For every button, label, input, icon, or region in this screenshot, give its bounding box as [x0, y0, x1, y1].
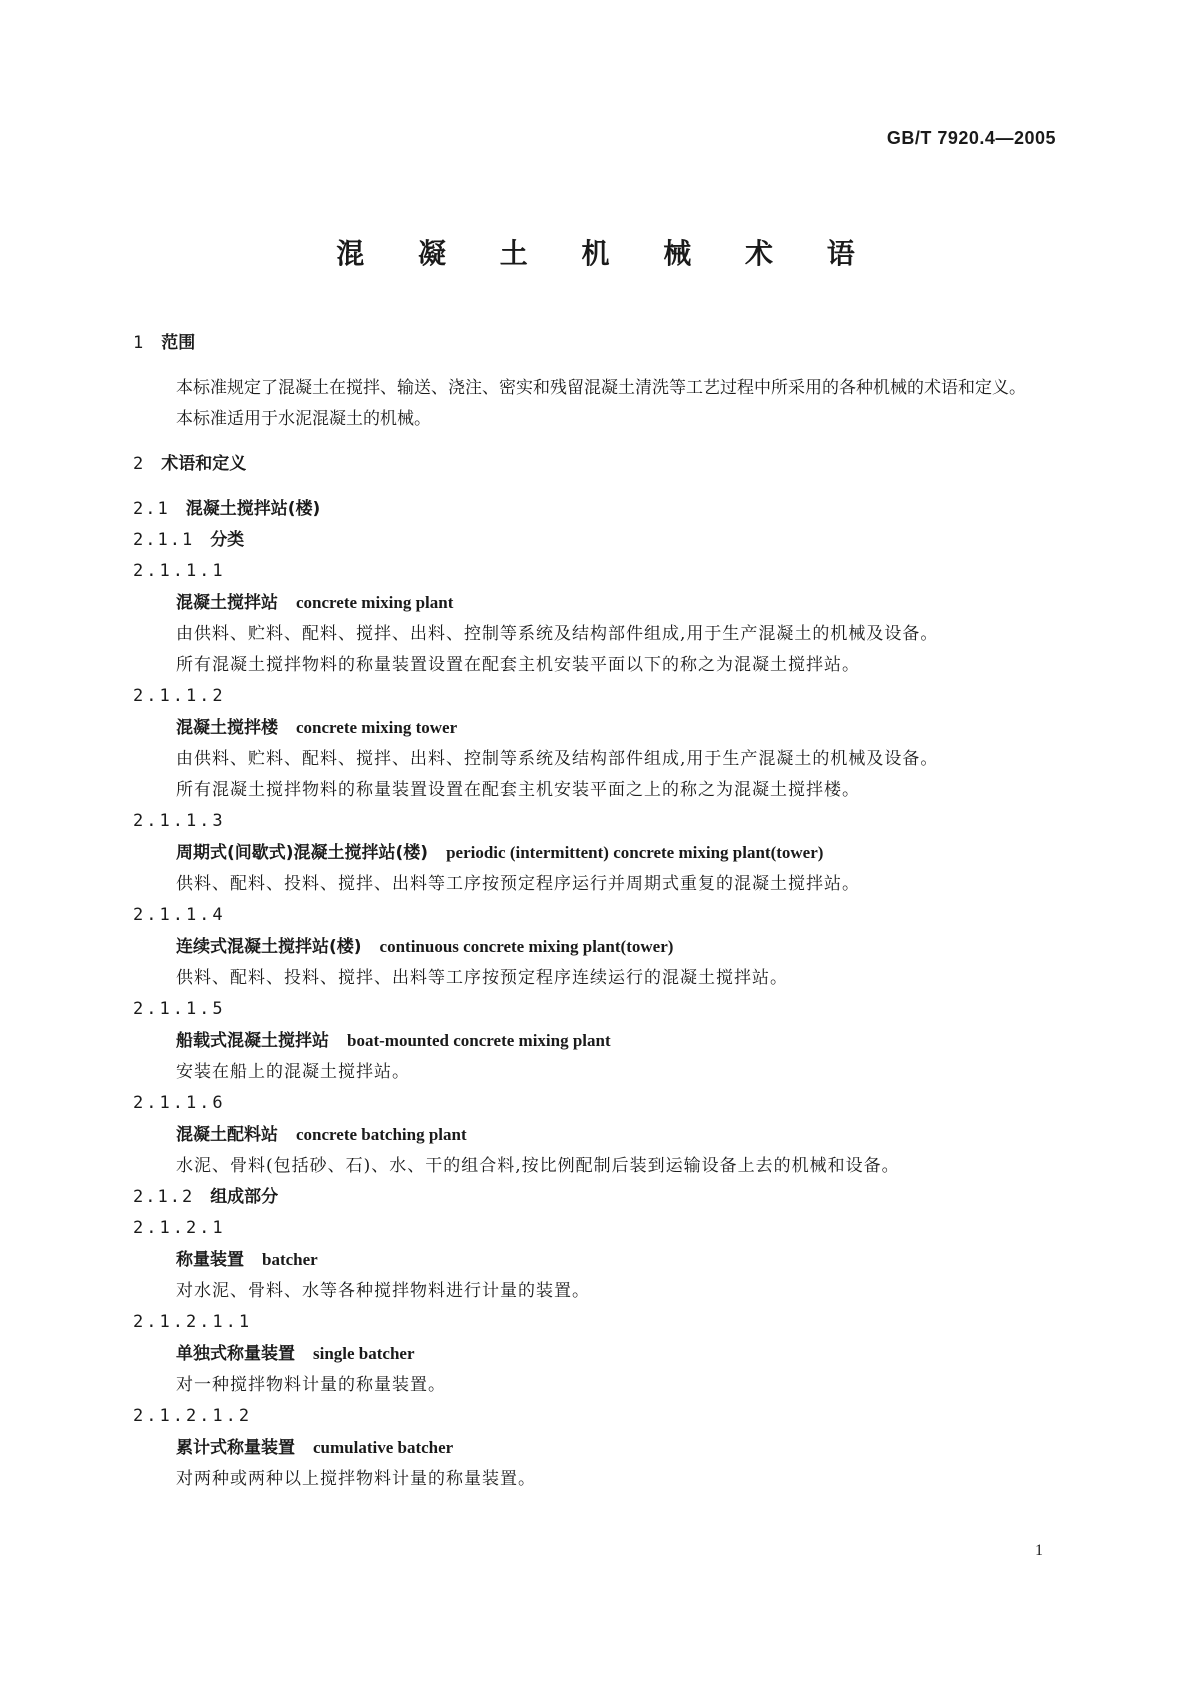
subsection-2-1-heading — [133, 494, 1058, 525]
document-title: 混 凝 土 机 械 术 语 — [336, 237, 877, 270]
term-chinese: 混凝土配料站 — [176, 1125, 278, 1145]
entry-number: 2.1.1.3 — [133, 811, 226, 831]
term-definition: 所有混凝土搅拌物料的称量装置设置在配套主机安装平面之上的称之为混凝土搅拌楼。 — [176, 780, 860, 800]
subsection-2-1-2-heading — [133, 1182, 1058, 1213]
term-definition: 对水泥、骨料、水等各种搅拌物料进行计量的装置。 — [176, 1281, 590, 1301]
term-heading — [133, 587, 1058, 619]
section-title: 组成部分 — [210, 1187, 279, 1207]
entry-number: 2.1.2.1.2 — [133, 1406, 253, 1426]
section-1-heading — [133, 328, 1058, 359]
term-heading — [133, 712, 1058, 744]
term-chinese: 累计式称量装置 — [176, 1438, 295, 1458]
term-english: concrete batching plant — [296, 1125, 467, 1144]
term-definition: 对一种搅拌物料计量的称量装置。 — [176, 1375, 446, 1395]
term-heading — [133, 1244, 1058, 1276]
entry-number: 2.1.1.4 — [133, 905, 226, 925]
term-definition: 由供料、贮料、配料、搅拌、出料、控制等系统及结构部件组成,用于生产混凝土的机械及设备。 — [176, 749, 939, 769]
section-title: 术语和定义 — [161, 454, 247, 474]
entry-number: 2.1.1.5 — [133, 999, 226, 1019]
term-english: cumulative batcher — [313, 1438, 454, 1457]
term-english: concrete mixing plant — [296, 593, 454, 612]
scope-paragraph-2: 本标准适用于水泥混凝土的机械。 — [176, 409, 431, 429]
page-number: 1 — [1035, 1542, 1043, 1559]
term-chinese: 单独式称量装置 — [176, 1344, 295, 1364]
term-english: boat-mounted concrete mixing plant — [347, 1031, 611, 1050]
subsection-2-1-1-heading — [133, 525, 1058, 556]
term-english: batcher — [262, 1250, 318, 1269]
term-heading — [133, 1025, 1058, 1057]
term-heading — [133, 837, 1058, 869]
section-number: 2 — [133, 454, 146, 474]
document-body — [133, 328, 1058, 1495]
standard-code: GB/T 7920.4—2005 — [886, 128, 1056, 148]
entry-number: 2.1.2.1.1 — [133, 1312, 253, 1332]
term-chinese: 周期式(间歇式)混凝土搅拌站(楼) — [176, 843, 429, 863]
term-chinese: 混凝土搅拌楼 — [176, 718, 278, 738]
term-definition: 对两种或两种以上搅拌物料计量的称量装置。 — [176, 1469, 536, 1489]
term-chinese: 称量装置 — [176, 1250, 244, 1270]
term-definition: 安装在船上的混凝土搅拌站。 — [176, 1062, 410, 1082]
entry-number: 2.1.2.1 — [133, 1218, 226, 1238]
section-title: 分类 — [210, 530, 245, 550]
term-english: single batcher — [313, 1344, 415, 1363]
section-number: 1 — [133, 333, 146, 353]
term-chinese: 连续式混凝土搅拌站(楼) — [176, 937, 362, 957]
term-heading — [133, 931, 1058, 963]
term-english: continuous concrete mixing plant(tower) — [379, 937, 674, 956]
section-title: 混凝土搅拌站(楼) — [185, 499, 321, 519]
scope-paragraph-1: 本标准规定了混凝土在搅拌、输送、浇注、密实和残留混凝土清洗等工艺过程中所采用的各种机械的术语和定义。 — [176, 378, 1026, 398]
term-definition: 由供料、贮料、配料、搅拌、出料、控制等系统及结构部件组成,用于生产混凝土的机械及设备。 — [176, 624, 939, 644]
term-definition: 水泥、骨料(包括砂、石)、水、干的组合料,按比例配制后装到运输设备上去的机械和设备。 — [176, 1156, 900, 1176]
section-number: 2.1.2 — [133, 1187, 195, 1207]
section-2-heading — [133, 449, 1058, 480]
term-heading — [133, 1119, 1058, 1151]
term-definition: 供料、配料、投料、搅拌、出料等工序按预定程序运行并周期式重复的混凝土搅拌站。 — [176, 874, 860, 894]
term-heading — [133, 1338, 1058, 1370]
term-heading — [133, 1432, 1058, 1464]
term-definition: 供料、配料、投料、搅拌、出料等工序按预定程序连续运行的混凝土搅拌站。 — [176, 968, 788, 988]
term-chinese: 船载式混凝土搅拌站 — [176, 1031, 329, 1051]
section-number: 2.1.1 — [133, 530, 195, 550]
entry-number: 2.1.1.6 — [133, 1093, 226, 1113]
section-title: 范围 — [161, 333, 196, 353]
entry-number: 2.1.1.2 — [133, 686, 226, 706]
term-english: concrete mixing tower — [296, 718, 458, 737]
term-definition: 所有混凝土搅拌物料的称量装置设置在配套主机安装平面以下的称之为混凝土搅拌站。 — [176, 655, 860, 675]
term-chinese: 混凝土搅拌站 — [176, 593, 278, 613]
section-number: 2.1 — [133, 499, 170, 519]
term-english: periodic (intermittent) concrete mixing plant(tower) — [446, 843, 824, 862]
entry-number: 2.1.1.1 — [133, 561, 226, 581]
